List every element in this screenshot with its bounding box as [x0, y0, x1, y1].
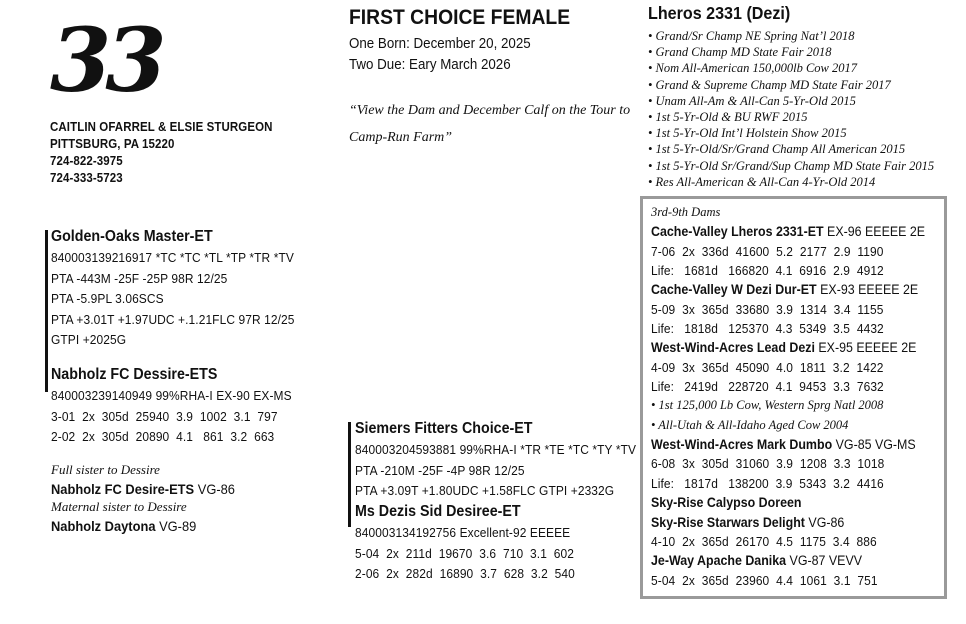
award-item: • Nom All-American 150,000lb Cow 2017 [648, 60, 958, 76]
dam-name-line [651, 280, 919, 299]
lot-number: 33 [50, 8, 161, 112]
dam-name: Sky-Rise Calypso Doreen [651, 495, 802, 511]
pedigree-line: PTA +3.01T +1.97UDC +.1.21FLC 97R 12/25 [51, 311, 295, 327]
consignor-line: 724-333-5723 [50, 171, 123, 185]
dam-record-line: Life: 2419d 228720 4.1 9453 3.3 7632 [651, 379, 884, 395]
relation-note: Maternal sister to Dessire [51, 499, 187, 515]
dams-box-label: 3rd-9th Dams [651, 205, 721, 219]
due-line: Two Due: Eary March 2026 [349, 56, 511, 73]
dam-name: West-Wind-Acres Mark Dumbo [651, 437, 833, 453]
tour-quote: “View the Dam and December Calf on the Tour to Camp-Run Farm” [349, 103, 631, 145]
dam-name-line [651, 493, 913, 512]
animal-name: Ms Dezis Sid Desiree-ET [355, 503, 521, 520]
relative-score: VG-86 [197, 480, 235, 497]
dam-name-line [651, 222, 926, 241]
dam-highlight-name: Lheros 2331 (Dezi) [648, 3, 791, 23]
relative-name-line [51, 517, 235, 536]
relative-name: Nabholz Daytona [51, 517, 156, 534]
consignor-line: 724-822-3975 [50, 154, 123, 168]
dam-record-line: 4-10 2x 365d 26170 4.5 1175 3.4 886 [651, 533, 877, 549]
pedigree-line: PTA -210M -25F -4P 98R 12/25 [355, 462, 525, 478]
dam-score: EX-96 EEEEE 2E [827, 224, 926, 240]
animal-name: Siemers Fitters Choice-ET [355, 420, 533, 437]
dam-award-line: • 1st 125,000 Lb Cow, Western Sprg Natl 2008 [651, 396, 936, 415]
award-item: • 1st 5-Yr-Old Int’l Holstein Show 2015 [648, 125, 958, 141]
pedigree-bracket-center [348, 422, 351, 527]
animal-name: Golden-Oaks Master-ET [51, 228, 213, 245]
dams-box [640, 196, 947, 599]
award-item: • Res All-American & All-Can 4-Yr-Old 2014 [648, 174, 958, 190]
relative-name-line [51, 480, 235, 499]
dam-record-line: Life: 1817d 138200 3.9 5343 3.2 4416 [651, 475, 884, 491]
pedigree-line: 3-01 2x 305d 25940 3.9 1002 3.1 797 [51, 408, 278, 424]
relative-name: Nabholz FC Desire-ETS [51, 480, 195, 497]
dam-score: VG-87 VEVV [789, 553, 863, 569]
pedigree-line: 840003134192756 Excellent-92 EEEEE [355, 525, 571, 540]
entry-header [349, 6, 649, 151]
consignor-block [50, 119, 292, 187]
relation-note: Full sister to Dessire [51, 462, 160, 477]
relative-score: VG-89 [159, 517, 197, 534]
dam-award-line: • All-Utah & All-Idaho Aged Cow 2004 [651, 416, 936, 435]
pedigree-line: 840003239140949 99%RHA-I EX-90 EX-MS [51, 388, 292, 403]
dam-name-line [651, 435, 916, 454]
dam-record-line: 5-04 2x 365d 23960 4.4 1061 3.1 751 [651, 572, 878, 588]
dam-name: West-Wind-Acres Lead Dezi [651, 340, 815, 356]
dam-name: Cache-Valley W Dezi Dur-ET [651, 282, 817, 298]
second-sire-block [355, 418, 660, 502]
dam-record-line: 4-09 3x 365d 45090 4.0 1811 3.2 1422 [651, 359, 884, 375]
sire-block [51, 226, 316, 351]
dam-score: VG-86 [808, 514, 845, 530]
award-item: • Grand & Supreme Champ MD State Fair 2017 [648, 77, 958, 93]
pedigree-line: 5-04 2x 211d 19670 3.6 710 3.1 602 [355, 545, 575, 561]
dams-box-content [651, 222, 936, 590]
pedigree-line: PTA -5.9PL 3.06SCS [51, 291, 164, 307]
dam-record-line: Life: 1681d 166820 4.1 6916 2.9 4912 [651, 263, 884, 279]
award-item: • 1st 5-Yr-Old/Sr/Grand Champ All American 2015 [648, 141, 958, 157]
entry-title: FIRST CHOICE FEMALE [349, 6, 571, 29]
consignor-line: PITTSBURG, PA 15220 [50, 137, 175, 151]
dam-score: VG-85 VG-MS [835, 437, 916, 453]
dam-name: Sky-Rise Starwars Delight [651, 514, 805, 530]
second-dam-block [355, 501, 594, 585]
dam-name: Cache-Valley Lheros 2331-ET [651, 224, 824, 240]
award-item: • 1st 5-Yr-Old & BU RWF 2015 [648, 109, 958, 125]
pedigree-bracket-left [45, 230, 48, 392]
award-item: • Unam All-Am & All-Can 5-Yr-Old 2015 [648, 93, 958, 109]
dam-record-line: Life: 1818d 125370 4.3 5349 3.5 4432 [651, 321, 884, 337]
pedigree-line: 2-02 2x 305d 20890 4.1 861 3.2 663 [51, 429, 275, 445]
dam-record-line: 6-08 3x 305d 31060 3.9 1208 3.3 1018 [651, 456, 885, 472]
relatives-block [51, 461, 251, 535]
award-item: • Grand Champ MD State Fair 2018 [648, 44, 958, 60]
pedigree-line: 840003139216917 *TC *TC *TL *TP *TR *TV [51, 250, 294, 265]
dam-block [51, 364, 313, 448]
award-item: • Grand/Sr Champ NE Spring Nat’l 2018 [648, 28, 958, 44]
pedigree-line: PTA +3.09T +1.80UDC +1.58FLC GTPI +2332G [355, 483, 615, 499]
dam-record-line: 7-06 2x 336d 41600 5.2 2177 2.9 1190 [651, 243, 884, 259]
dam-score: EX-93 EEEEE 2E [820, 282, 919, 298]
dam-score: EX-95 EEEEE 2E [818, 340, 917, 356]
pedigree-line: 840003204593881 99%RHA-I *TR *TE *TC *TY *TV [355, 442, 637, 457]
born-line: One Born: December 20, 2025 [349, 36, 531, 52]
dam-awards-list [648, 28, 958, 190]
consignor-line: CAITLIN OFARREL & ELSIE STURGEON [50, 120, 273, 134]
dam-name: Je-Way Apache Danika [651, 553, 787, 569]
dam-record-line: 5-09 3x 365d 33680 3.9 1314 3.4 1155 [651, 301, 884, 317]
pedigree-line: PTA -443M -25F -25P 98R 12/25 [51, 270, 228, 286]
dam-highlight-block [648, 2, 958, 190]
animal-name: Nabholz FC Dessire-ETS [51, 366, 218, 383]
pedigree-line: GTPI +2025G [51, 332, 127, 348]
dam-name-line [651, 551, 913, 570]
dam-name-line [651, 513, 913, 532]
pedigree-line: 2-06 2x 282d 16890 3.7 628 3.2 540 [355, 566, 575, 582]
award-item: • 1st 5-Yr-Old Sr/Grand/Sup Champ MD State Fair 2015 [648, 158, 958, 174]
dam-name-line [651, 338, 917, 357]
